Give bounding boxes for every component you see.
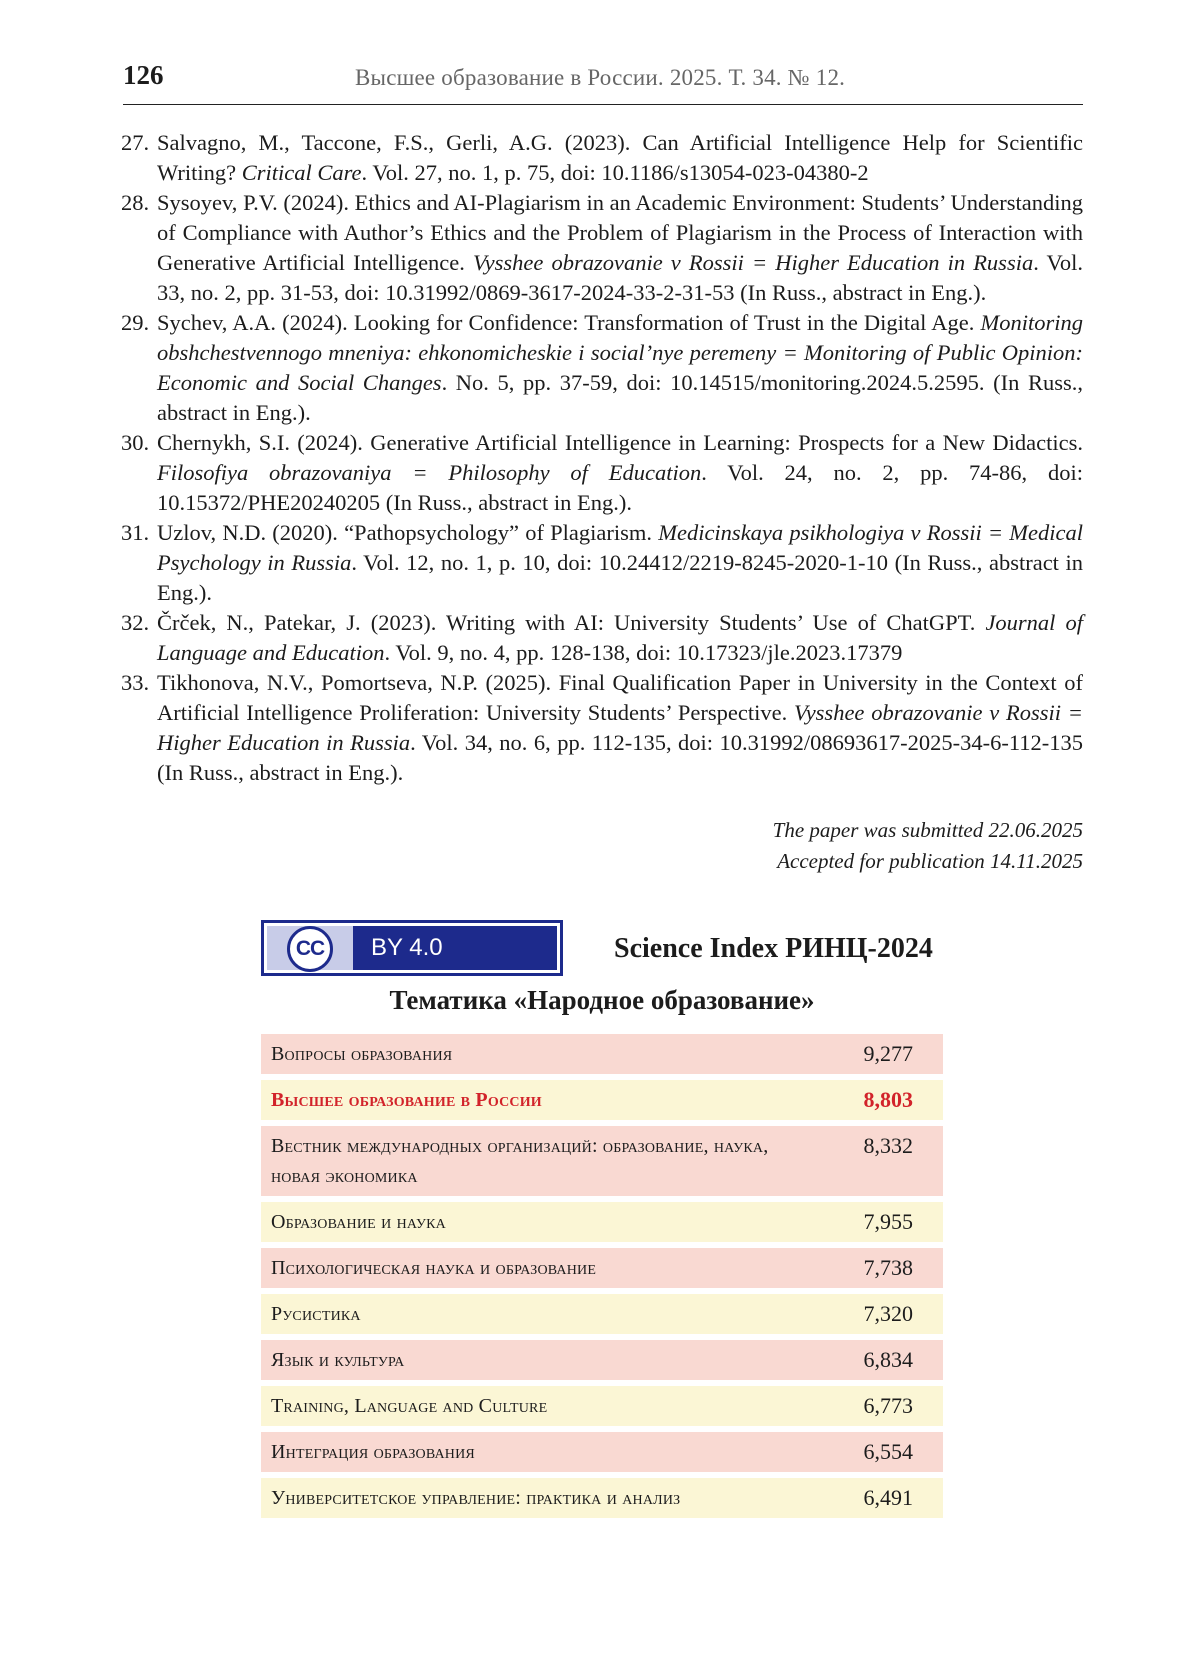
reference-number: 30.	[121, 430, 150, 455]
ranking-row	[261, 1340, 943, 1380]
journal-name: Образование и наука	[271, 1211, 446, 1233]
reference-item	[121, 668, 1083, 788]
ranking-row	[261, 1432, 943, 1472]
reference-item	[121, 188, 1083, 308]
reference-item	[121, 518, 1083, 608]
creative-commons-icon: CC	[287, 926, 333, 972]
ranking-row	[261, 1034, 943, 1074]
reference-text: Črček, N., Patekar, J. (2023). Writing with AI: University Students’ Use of ChatGPT.	[157, 610, 986, 635]
ranking-row	[261, 1126, 943, 1196]
journal-score: 6,773	[863, 1393, 913, 1418]
reference-source: Medicinskaya psikhologiya v Rossii = Medical Psychology in Russia	[157, 520, 1083, 575]
journal-name: Психологическая наука и образование	[271, 1257, 597, 1279]
journal-score: 9,277	[863, 1041, 913, 1066]
reference-text: Uzlov, N.D. (2020). “Pathopsychology” of Plagiarism.	[157, 520, 659, 545]
journal-score: 7,320	[863, 1301, 913, 1326]
reference-source: Filosofiya obrazovaniya = Philosophy of Education	[157, 460, 702, 485]
journal-name: Высшее образование в России	[271, 1089, 542, 1111]
journal-name: Язык и культура	[271, 1349, 405, 1371]
accepted-date: Accepted for publication 14.11.2025	[777, 849, 1083, 873]
journal-name: Русистика	[271, 1303, 361, 1325]
ranking-subtitle: Тематика «Народное образование»	[389, 985, 815, 1015]
journal-score: 6,834	[863, 1347, 913, 1372]
cc-license-badge	[261, 920, 563, 976]
page-header	[123, 58, 1083, 105]
reference-item	[121, 128, 1083, 188]
reference-item	[121, 608, 1083, 668]
reference-text: Sysoyev, P.V. (2024). Ethics and AI-Plagiarism in an Academic Environment: Students’ Understanding of Compliance with Author’s Ethics and the Problem of Plagiarism in the Process of Interaction with Generative Artificial Intelligence.	[157, 190, 1083, 275]
reference-item	[121, 428, 1083, 518]
reference-text: . Vol. 24, no. 2, pp. 74-86, doi: 10.15372/PHE20240205 (In Russ., abstract in Eng.).	[157, 460, 1083, 515]
reference-text: . Vol. 27, no. 1, p. 75, doi: 10.1186/s13054-023-04380-2	[361, 160, 869, 185]
reference-number: 27.	[121, 130, 150, 155]
reference-list	[121, 128, 1083, 788]
reference-text: . Vol. 34, no. 6, pp. 112-135, doi: 10.31992/08693617-2025-34-6-112-135 (In Russ., abstract in Eng.).	[157, 730, 1084, 785]
reference-text: Sychev, A.A. (2024). Looking for Confidence: Transformation of Trust in the Digital Age.	[157, 310, 981, 335]
reference-text: . Vol. 12, no. 1, p. 10, doi: 10.24412/2219-8245-2020-1-10 (In Russ., abstract in Eng.).	[157, 550, 1083, 605]
reference-number: 31.	[121, 520, 150, 545]
reference-text: . Vol. 9, no. 4, pp. 128-138, doi: 10.17323/jle.2023.17379	[384, 640, 903, 665]
license-label: BY 4.0	[371, 934, 443, 961]
reference-number: 32.	[121, 610, 150, 635]
reference-text: . No. 5, pp. 37-59, doi: 10.14515/monitoring.2024.5.2595. (In Russ., abstract in Eng.).	[157, 370, 1083, 425]
ranking-row	[261, 1080, 943, 1120]
journal-name: Интеграция образования	[271, 1441, 475, 1463]
reference-text: . Vol. 33, no. 2, pp. 31-53, doi: 10.31992/0869-3617-2024-33-2-31-53 (In Russ., abstract in Eng.).	[157, 250, 1083, 305]
submitted-date: The paper was submitted 22.06.2025	[772, 818, 1083, 842]
ranking-row	[261, 1478, 943, 1518]
ranking-row	[261, 1386, 943, 1426]
running-title: Высшее образование в России. 2025. Т. 34. № 12.	[355, 65, 846, 90]
journal-score: 8,332	[863, 1133, 913, 1158]
reference-source: Journal of Language and Education	[157, 610, 1084, 665]
ranking-title: Science Index РИНЦ-2024	[614, 933, 933, 964]
journal-name: Университетское управление: практика и анализ	[271, 1487, 681, 1509]
ranking-row	[261, 1202, 943, 1242]
page-number: 126	[123, 60, 164, 90]
journal-score: 7,955	[863, 1209, 913, 1234]
journal-name: Вестник международных организаций: образование, наука, новая экономика	[271, 1135, 769, 1187]
submission-dates	[773, 815, 1083, 877]
reference-text: Salvagno, M., Taccone, F.S., Gerli, A.G. (2023). Can Artificial Intelligence Help for Scientific Writing?	[157, 130, 1083, 185]
reference-source: Critical Care	[241, 160, 362, 185]
journal-score: 6,491	[863, 1485, 913, 1510]
reference-text: Tikhonova, N.V., Pomortseva, N.P. (2025). Final Qualification Paper in University in the Context of Artificial Intelligence Proliferation: University Students’ Perspective.	[157, 670, 1083, 725]
ranking-row	[261, 1294, 943, 1334]
reference-item	[121, 308, 1083, 428]
journal-name: Training, Language and Culture	[271, 1395, 548, 1417]
reference-source: Vysshee obrazovanie v Rossii = Higher Education in Russia	[157, 700, 1083, 755]
journal-name: Вопросы образования	[271, 1043, 453, 1065]
reference-text: Chernykh, S.I. (2024). Generative Artificial Intelligence in Learning: Prospects for a New Didactics.	[157, 430, 1083, 455]
ranking-table	[261, 1034, 943, 1524]
journal-score: 7,738	[863, 1255, 913, 1280]
reference-number: 29.	[121, 310, 150, 335]
reference-source: Monitoring obshchestvennogo mneniya: ehkonomicheskie i social’nye peremeny = Monitoring of Public Opinion: Economic and Social Changes	[157, 310, 1083, 395]
reference-number: 33.	[121, 670, 150, 695]
journal-score: 8,803	[863, 1087, 913, 1112]
reference-number: 28.	[121, 190, 150, 215]
ranking-row	[261, 1248, 943, 1288]
journal-score: 6,554	[863, 1439, 913, 1464]
reference-source: Vysshee obrazovanie v Rossii = Higher Education in Russia	[472, 250, 1034, 275]
